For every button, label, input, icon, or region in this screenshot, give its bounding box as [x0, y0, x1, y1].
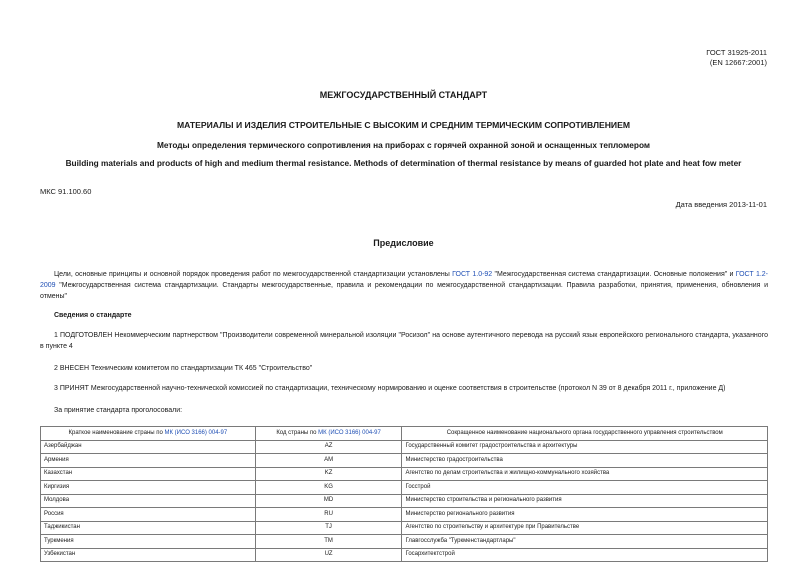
table-row — [41, 481, 768, 495]
country-name: Таджикистан — [41, 521, 256, 535]
mks-code: МКС 91.100.60 — [40, 187, 92, 196]
gost-1-2-2009-link[interactable]: ГОСТ 1.2-2009 — [40, 271, 769, 289]
authority-name: Агентство по строительству и архитектуре при Правительстве — [402, 521, 768, 535]
subtitle-en: Building materials and products of high and medium thermal resistance. Methods of determination of thermal resistance by means of guarded hot plate and heat fow meter — [65, 158, 742, 168]
authority-name: Госархитектстрой — [402, 548, 768, 562]
table-row — [41, 440, 768, 454]
subtitle-ru: Методы определения термического сопротивления на приборах с горячей охранной зоной и оснащенных тепломером — [156, 140, 651, 150]
table-row — [41, 467, 768, 481]
header-authority: Сокращенное наименование национального органа государственного управления строительством — [402, 427, 768, 441]
country-name: Киргизия — [41, 481, 256, 495]
table-row — [41, 521, 768, 535]
p1-text-b: "Межгосударственная система стандартизации. Основные положения" и — [492, 271, 736, 278]
en-reference: (EN 12667:2001) — [709, 58, 767, 67]
country-code: UZ — [255, 548, 402, 562]
svedeniya-heading: Сведения о стандарте — [54, 312, 132, 319]
interstate-standard-title: МЕЖГОСУДАРСТВЕННЫЙ СТАНДАРТ — [319, 90, 488, 100]
table-row — [41, 454, 768, 468]
country-name: Армения — [41, 454, 256, 468]
country-name: Туркмения — [41, 535, 256, 549]
country-name: Узбекистан — [41, 548, 256, 562]
voting-countries-table — [40, 426, 768, 562]
authority-name: Государственный комитет градостроительства и архитектуры — [402, 440, 768, 454]
table-row — [41, 535, 768, 549]
standard-number: ГОСТ 31925-2011 — [706, 48, 767, 57]
p1-text-c: "Межгосударственная система стандартизации. Стандарты межгосударственные, правила и рекомендации по межгосударственной стандартизации. Правила разработки, принятия, применения, обновления и отмены" — [40, 282, 768, 300]
p1-text-a: Цели, основные принципы и основной порядок проведения работ по межгосударственной стандартизации установлены — [54, 271, 453, 278]
mk-iso-3166-link[interactable]: МК (ИСО 3166) 004-97 — [164, 429, 228, 436]
preface-paragraph-prepared: 1 ПОДГОТОВЛЕН Некоммерческим партнерством "Производители современной минеральной изоляции "Росизол" на основе аутентичного перевода на русский язык европейского регионального стандарта, указанного в пункте 4 — [40, 332, 768, 350]
authority-name: Агентство по делам строительства и жилищно-коммунального хозяйства — [402, 467, 768, 481]
table-row — [41, 548, 768, 562]
country-code: TM — [255, 535, 402, 549]
country-code: KZ — [255, 467, 402, 481]
table-header-row — [41, 427, 768, 441]
authority-name: Министерство строительства и регионального развития — [402, 494, 768, 508]
country-name: Молдова — [41, 494, 256, 508]
country-name: Казахстан — [41, 467, 256, 481]
country-code: AM — [255, 454, 402, 468]
country-code: RU — [255, 508, 402, 522]
table-row — [41, 494, 768, 508]
authority-name: Министерство регионального развития — [402, 508, 768, 522]
authority-name: Министерство градостроительства — [402, 454, 768, 468]
gost-1-0-92-link[interactable]: ГОСТ 1.0-92 — [452, 271, 493, 278]
introduction-date: Дата введения 2013-11-01 — [675, 200, 767, 209]
mk-iso-3166-link[interactable]: МК (ИСО 3166) 004-97 — [318, 429, 381, 436]
country-name: Россия — [41, 508, 256, 522]
header-country-name: Краткое наименование страны по МК (ИСО 3166) 004-97 — [41, 427, 256, 441]
authority-name: Главгосслужба "Туркменстандартлары" — [402, 535, 768, 549]
preface-heading: Предисловие — [373, 238, 434, 248]
authority-name: Госстрой — [402, 481, 768, 495]
preface-paragraph-introduced: 2 ВНЕСЕН Техническим комитетом по стандартизации ТК 465 "Строительство" — [54, 365, 313, 372]
preface-paragraph-voted: За принятие стандарта проголосовали: — [54, 407, 183, 414]
preface-paragraph-1 — [40, 269, 768, 302]
country-code: TJ — [255, 521, 402, 535]
country-code: KG — [255, 481, 402, 495]
preface-paragraph-adopted: 3 ПРИНЯТ Межгосударственной научно-технической комиссией по стандартизации, техническому нормированию и оценке соответствия в строительстве (протокол N 39 от 8 декабря 2011 г., приложение Д) — [54, 385, 726, 392]
country-code: AZ — [255, 440, 402, 454]
main-title: МАТЕРИАЛЫ И ИЗДЕЛИЯ СТРОИТЕЛЬНЫЕ С ВЫСОКИМ И СРЕДНИМ ТЕРМИЧЕСКИМ СОПРОТИВЛЕНИЕМ — [176, 120, 630, 130]
document-header — [706, 48, 767, 68]
country-code: MD — [255, 494, 402, 508]
header-country-code: Код страны по МК (ИСО 3166) 004-97 — [255, 427, 402, 441]
table-row — [41, 508, 768, 522]
country-name: Азербайджан — [41, 440, 256, 454]
